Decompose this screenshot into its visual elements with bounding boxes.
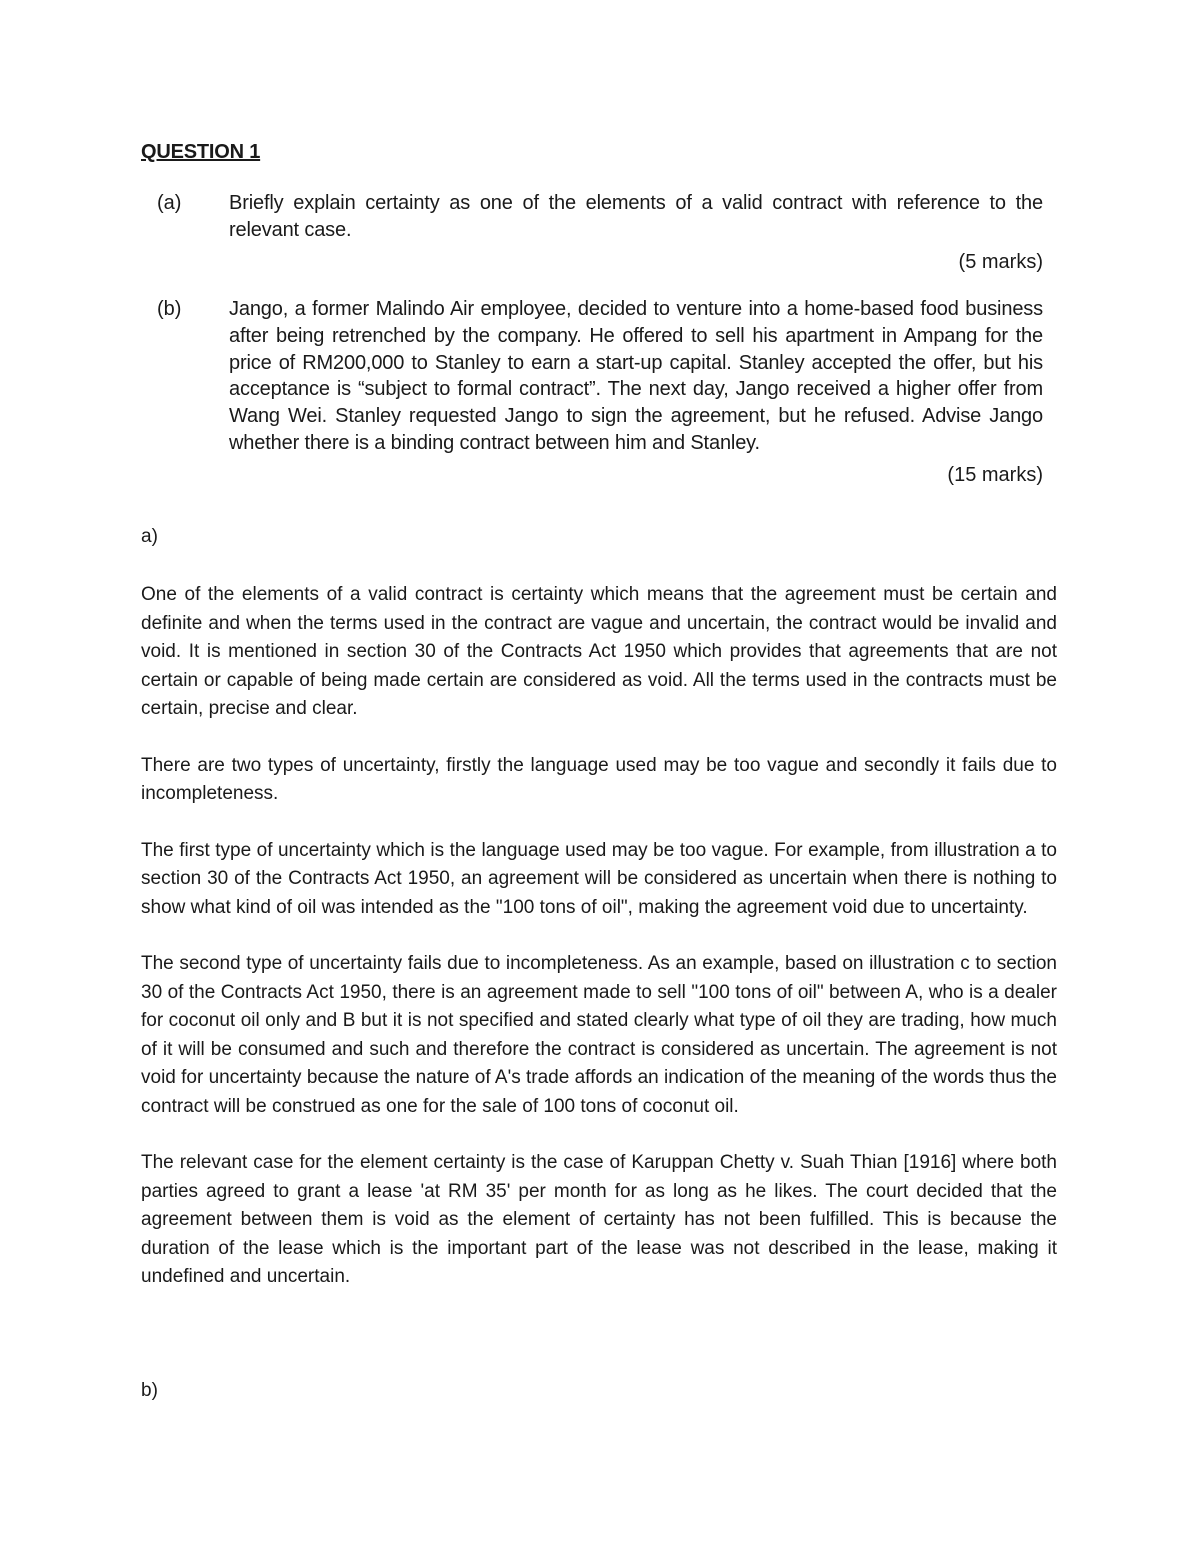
answer-paragraph: There are two types of uncertainty, firstly the language used may be too vague and secondly it fails due to incompleteness.: [141, 754, 1057, 804]
answer-paragraph: The second type of uncertainty fails due to incompleteness. As an example, based on illustration c to section 30 of the Contracts Act 1950, there is an agreement made to sell "100 tons of oil" between A, who is a dealer for coconut oil only and B but it is not specified and stated clearly what type of oil they are trading, how much of it will be consumed and such and therefore the contract is considered as uncertain. The agreement is not void for uncertainty because the nature of A's trade affords an indication of the meaning of the words thus the contract will be construed as one for the sale of 100 tons of coconut oil.: [141, 953, 1057, 1117]
question-title: QUESTION 1: [141, 141, 261, 163]
answer-paragraph: The relevant case for the element certainty is the case of Karuppan Chetty v. Suah Thian [1916] where both parties agreed to grant a lease 'at RM 35' per month for as long as he likes. The court decided that the agreement between them is void as the element of certainty has not been fulfilled. This is because the duration of the lease which is the important part of the lease was not described in the lease, making it undefined and uncertain.: [141, 1152, 1057, 1287]
answer-paragraph: The first type of uncertainty which is the language used may be too vague. For example, from illustration a to section 30 of the Contracts Act 1950, an agreement will be considered as uncertain when there is nothing to show what kind of oil was intended as the "100 tons of oil", making the agreement void due to uncertainty.: [141, 839, 1057, 918]
answer-b-label: b): [141, 1380, 158, 1401]
question-part-b-marks: (15 marks): [947, 463, 1043, 486]
question-part-a: [157, 190, 1043, 275]
question-part-a-text: Briefly explain certainty as one of the elements of a valid contract with reference to the relevant case.: [229, 192, 1043, 241]
question-part-b-text: Jango, a former Malindo Air employee, decided to venture into a home-based food business after being retrenched by the company. He offered to sell his apartment in Ampang for the price of RM200,000 to Stanley to earn a start-up capital. Stanley accepted the offer, but his acceptance is “subject to formal contract”. The next day, Jango received a higher offer from Wang Wei. Stanley requested Jango to sign the agreement, but he refused. Advise Jango whether there is a binding contract between him and Stanley.: [229, 298, 1043, 454]
answer-paragraph: One of the elements of a valid contract is certainty which means that the agreement must be certain and definite and when the terms used in the contract are vague and uncertain, the contract would be invalid and void. It is mentioned in section 30 of the Contracts Act 1950 which provides that agreements that are not certain or capable of being made certain are considered as void. All the terms used in the contracts must be certain, precise and clear.: [141, 584, 1057, 719]
question-part-b-label: (b): [157, 298, 182, 320]
answer-a-label: a): [141, 526, 158, 547]
question-part-a-marks: (5 marks): [958, 250, 1043, 273]
answer-a-body: [141, 581, 1057, 1320]
question-part-a-label: (a): [157, 192, 182, 214]
question-part-b: [157, 296, 1043, 489]
